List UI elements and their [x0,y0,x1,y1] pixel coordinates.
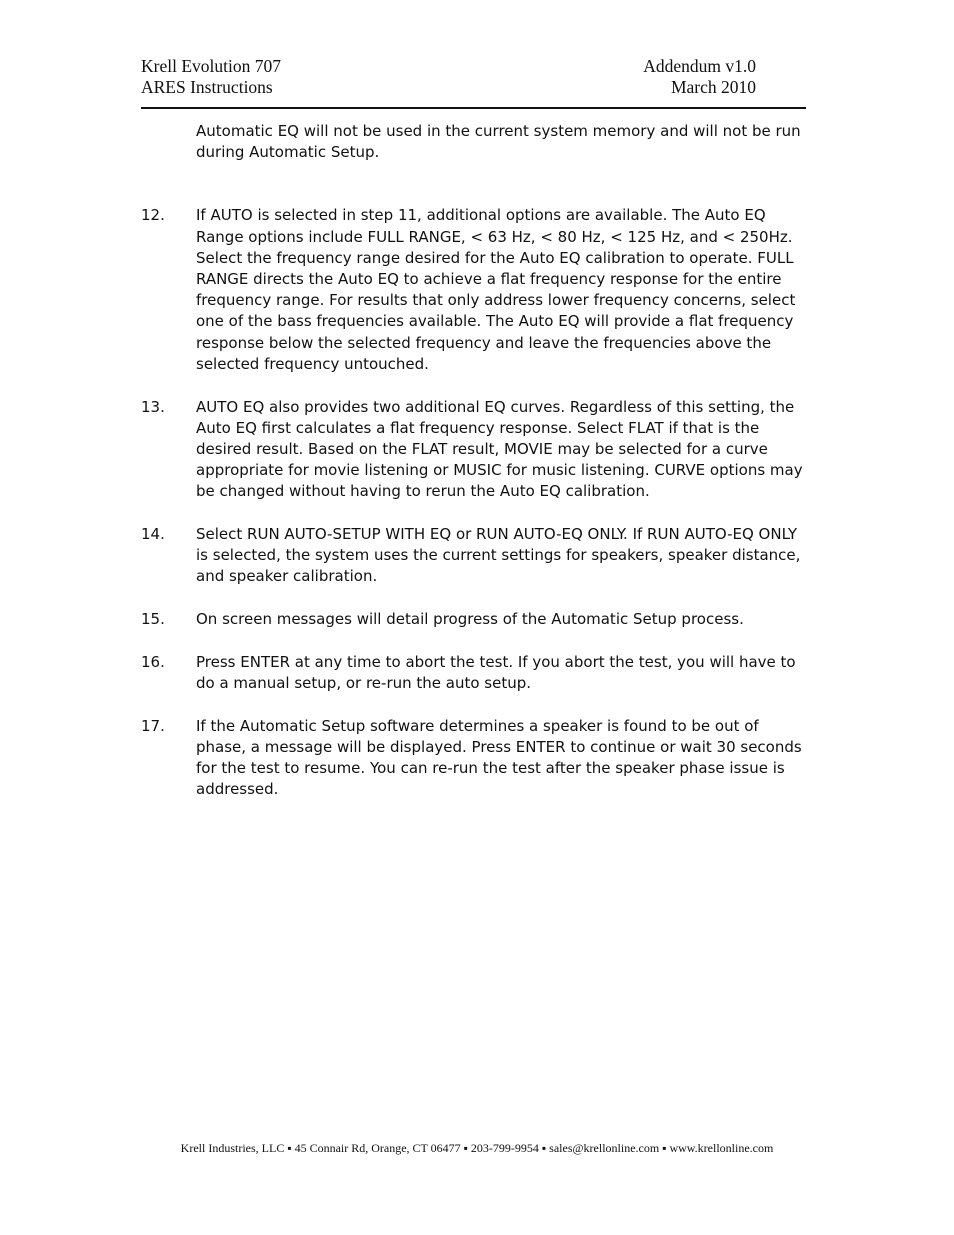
list-item-12 [141,205,808,375]
header-divider [141,107,806,109]
page-header [141,56,806,108]
document-subtitle: ARES Instructions [141,77,273,97]
list-item-13 [141,397,808,503]
document-title: Krell Evolution 707 [141,56,281,76]
list-item-number: 14. [141,525,165,544]
list-item-16 [141,652,808,694]
list-item-text: On screen messages will detail progress of the Automatic Setup process. [196,610,744,629]
document-date: March 2010 [670,77,756,97]
list-item-15 [141,609,808,630]
list-item-number: 15. [141,610,165,629]
page-footer: Krell Industries, LLC ▪ 45 Connair Rd, Orange, CT 06477 ▪ 203-799-9954 ▪ sales@krellonline.com ▪ www.krellonline.com [180,1141,774,1155]
document-body [141,121,811,822]
list-item-text: AUTO EQ also provides two additional EQ curves. Regardless of this setting, the Auto EQ first calculates a flat frequency response. Select FLAT if that is the desired result. Based on the FLAT result, MOVIE may be selected for a curve appropriate for movie listening or MUSIC for music listening. CURVE options may be changed without having to rerun the Auto EQ calibration. [196,397,803,501]
list-item-text: If AUTO is selected in step 11, additional options are available. The Auto EQ Range options include FULL RANGE, < 63 Hz, < 80 Hz, < 125 Hz, and < 250Hz. Select the frequency range desired for the Auto EQ calibration to operate. FULL RANGE directs the Auto EQ to achieve a flat frequency response for the entire frequency range. For results that only address lower frequency concerns, select one of the bass frequencies available. The Auto EQ will provide a flat frequency response below the selected frequency and leave the frequencies above the selected frequency untouched. [196,206,796,373]
list-item-17 [141,716,808,801]
list-item-text: Press ENTER at any time to abort the test. If you abort the test, you will have to do a manual setup, or re-run the auto setup. [196,652,796,693]
list-item-number: 16. [141,652,165,671]
document-version: Addendum v1.0 [643,56,756,76]
list-item-number: 12. [141,206,165,225]
list-item-text: If the Automatic Setup software determines a speaker is found to be out of phase, a message will be displayed. Press ENTER to continue or wait 30 seconds for the test to resume. You can re-run the test after the speaker phase issue is addressed. [196,716,802,799]
list-item-text: Select RUN AUTO-SETUP WITH EQ or RUN AUTO-EQ ONLY. If RUN AUTO-EQ ONLY is selected, the system uses the current settings for speakers, speaker distance, and speaker calibration. [196,525,801,586]
list-item-number: 17. [141,716,165,735]
continued-paragraph: Automatic EQ will not be used in the current system memory and will not be run during Automatic Setup. [196,122,801,162]
list-item-number: 13. [141,397,165,416]
list-item-14 [141,524,808,588]
